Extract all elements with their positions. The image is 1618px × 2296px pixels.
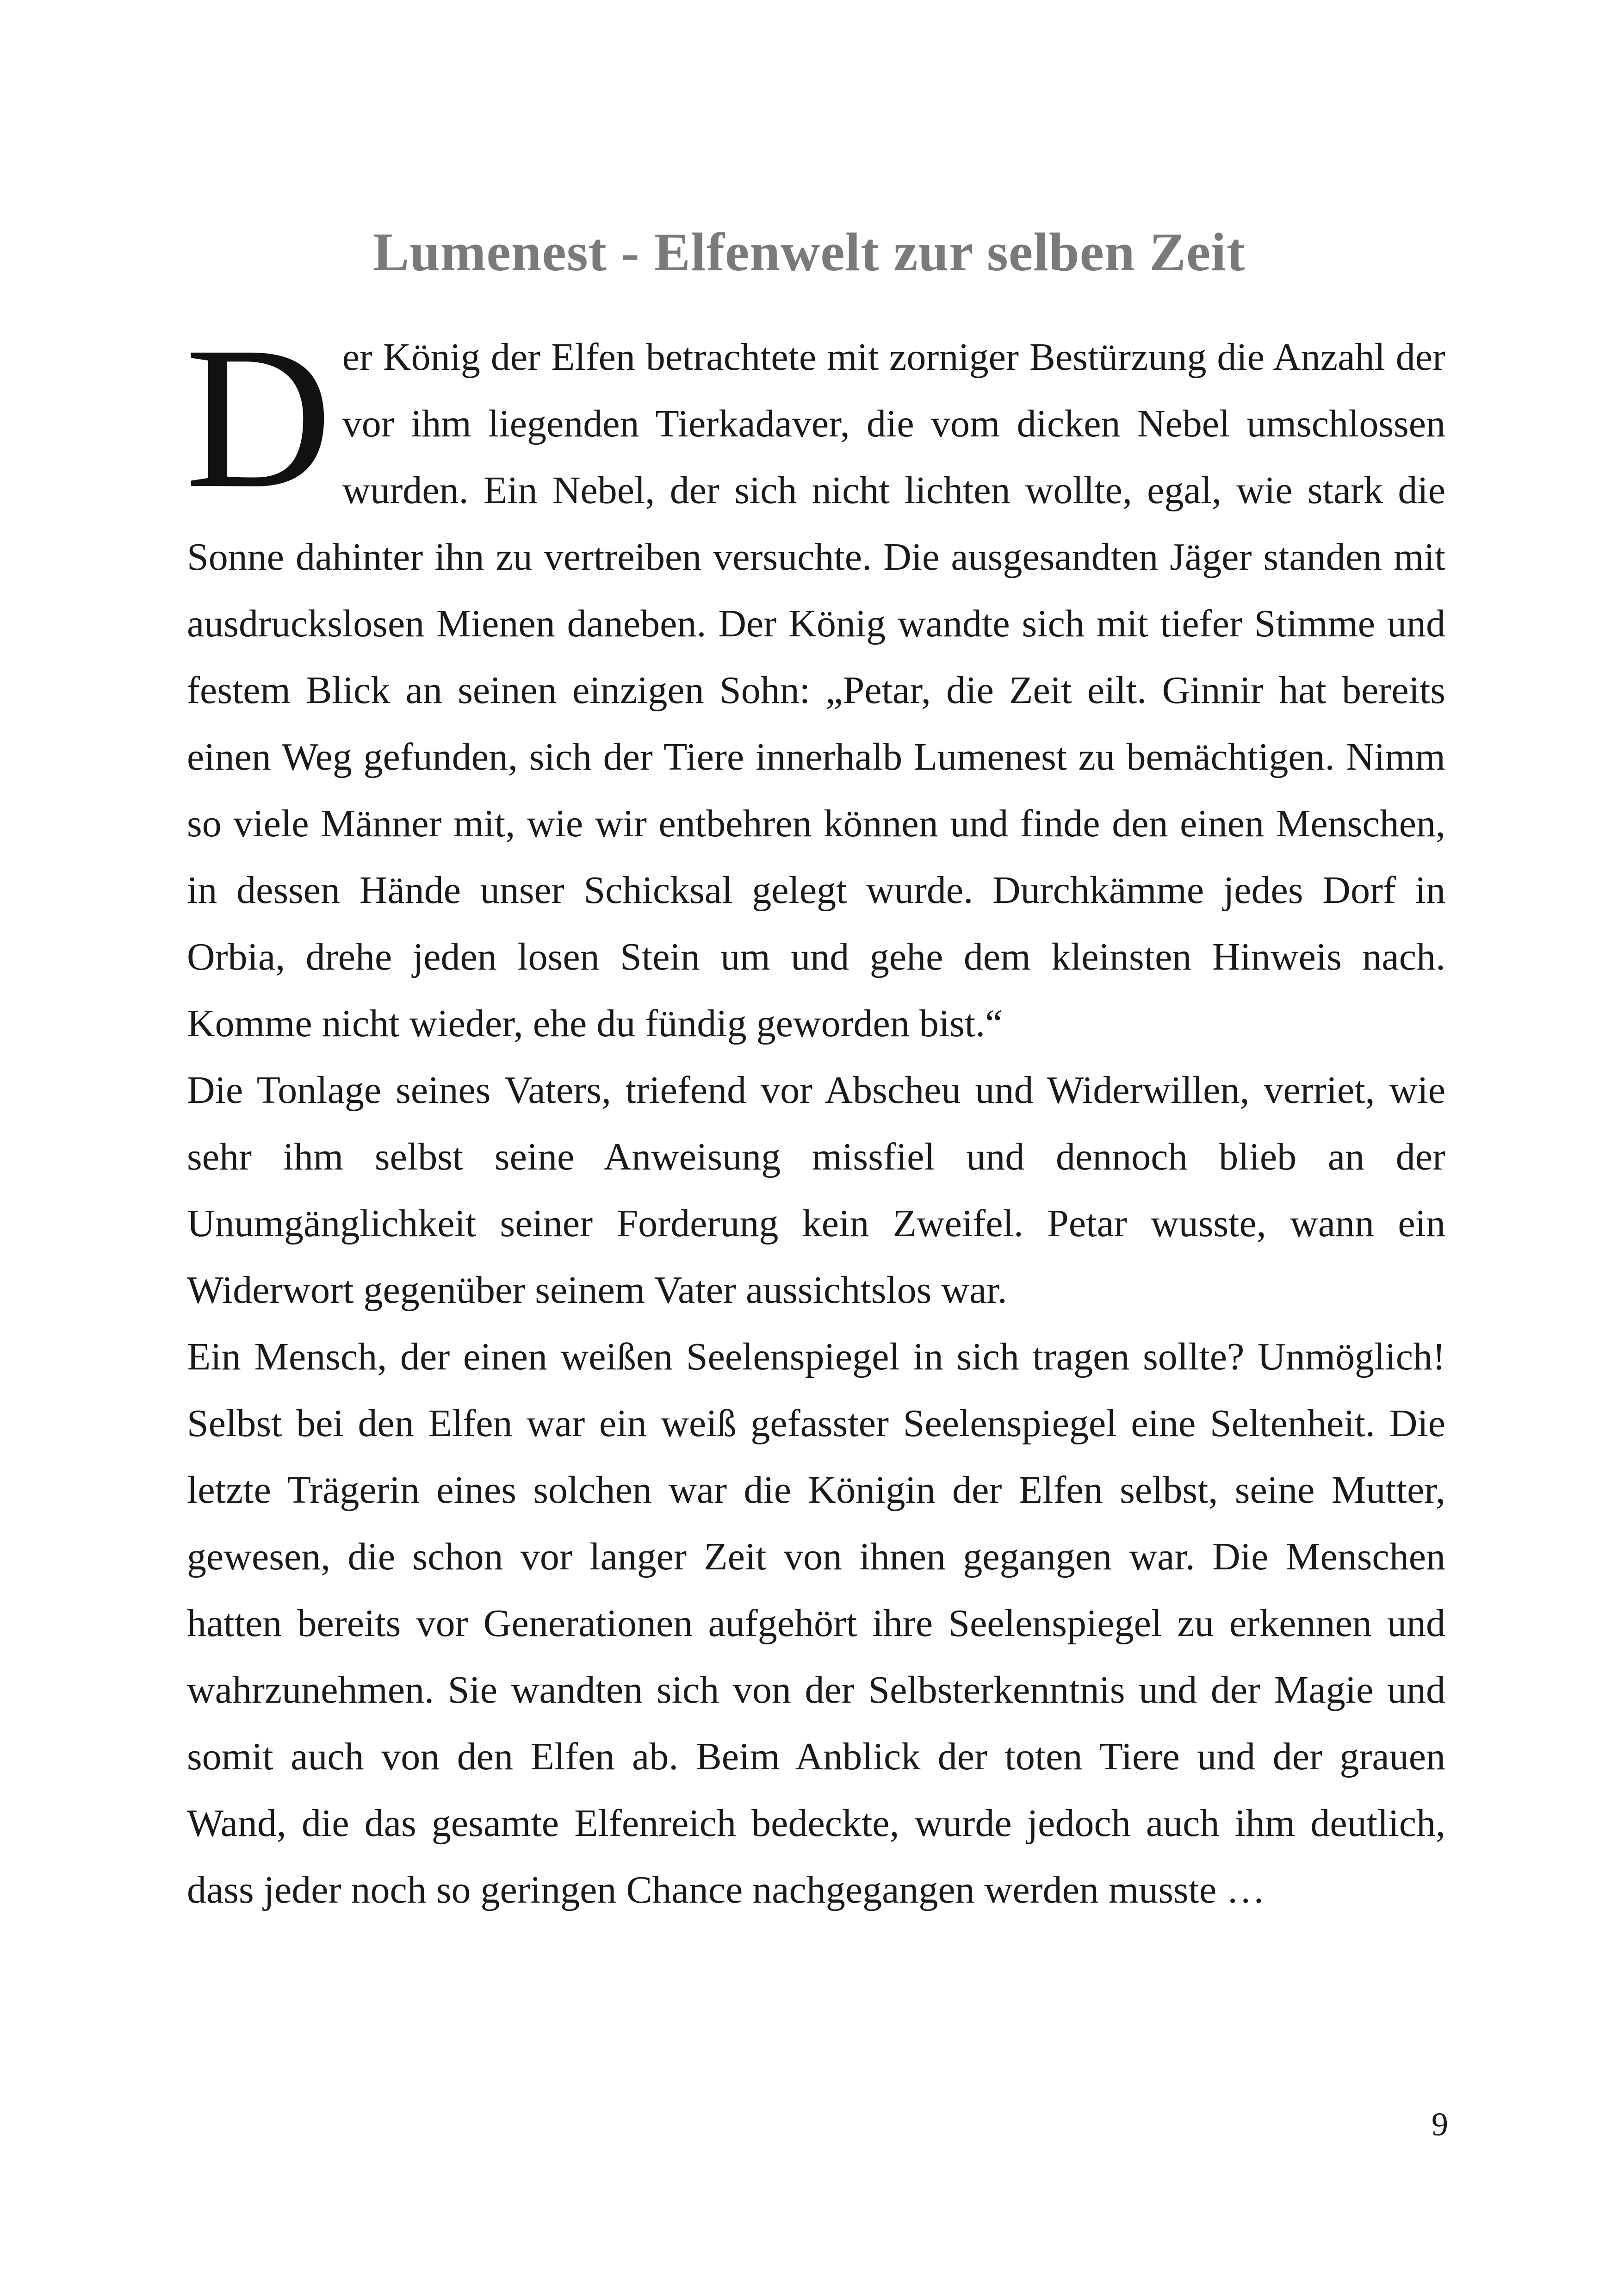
drop-cap: D: [185, 305, 332, 530]
page-number: 9: [1432, 2106, 1448, 2143]
paragraph-1: [185, 305, 1445, 1057]
paragraph-1-text: er König der Elfen betrachtete mit zorniger Bestürzung die Anzahl der vor ihm liegenden Tierkadaver, die vom dicken Nebel umschlossen wurden. Ein Nebel, der sich nicht lichten wollte, egal, wie stark die Sonne dahinter ihn zu vertreiben versuchte. Die ausgesandten Jäger standen mit ausdruckslosen Mienen daneben. Der König wandte sich mit tiefer Stimme und festem Blick an seinen einzigen Sohn: „Petar, die Zeit eilt. Ginnir hat bereits einen Weg gefunden, sich der Tiere innerhalb Lumenest zu bemächtigen. Nimm so viele Männer mit, wie wir entbehren können und finde den einen Menschen, in dessen Hände unser Schicksal gelegt wurde. Durchkämme jedes Dorf in Orbia, drehe jeden losen Stein um und gehe dem kleinsten Hinweis nach. Komme nicht wieder, ehe du fündig geworden bist.“: [187, 336, 1445, 1045]
body-text: [185, 305, 1445, 1923]
chapter-title: Lumenest - Elfenwelt zur selben Zeit: [372, 222, 1246, 282]
paragraph-2: Die Tonlage seines Vaters, triefend vor Abscheu und Widerwillen, verriet, wie sehr ihm selbst seine Anweisung missfiel und dennoch blieb an der Unumgänglichkeit seiner Forderung kein Zweifel. Petar wusste, wann ein Widerwort gegenüber seinem Vater aussichtslos war.: [187, 1069, 1445, 1312]
paragraph-3: Ein Mensch, der einen weißen Seelenspiegel in sich tragen sollte? Unmöglich! Selbst bei den Elfen war ein weiß gefasster Seelenspiegel eine Seltenheit. Die letzte Trägerin eines solchen war die Königin der Elfen selbst, seine Mutter, gewesen, die schon vor langer Zeit von ihnen gegangen war. Die Menschen hatten bereits vor Generationen aufgehört ihre Seelenspiegel zu erkennen und wahrzunehmen. Sie wandten sich von der Selbsterkenntnis und der Magie und somit auch von den Elfen ab. Beim Anblick der toten Tiere und der grauen Wand, die das gesamte Elfenreich bedeckte, wurde jedoch auch ihm deutlich, dass jeder noch so geringen Chance nachgegangen werden musste …: [187, 1335, 1445, 1911]
